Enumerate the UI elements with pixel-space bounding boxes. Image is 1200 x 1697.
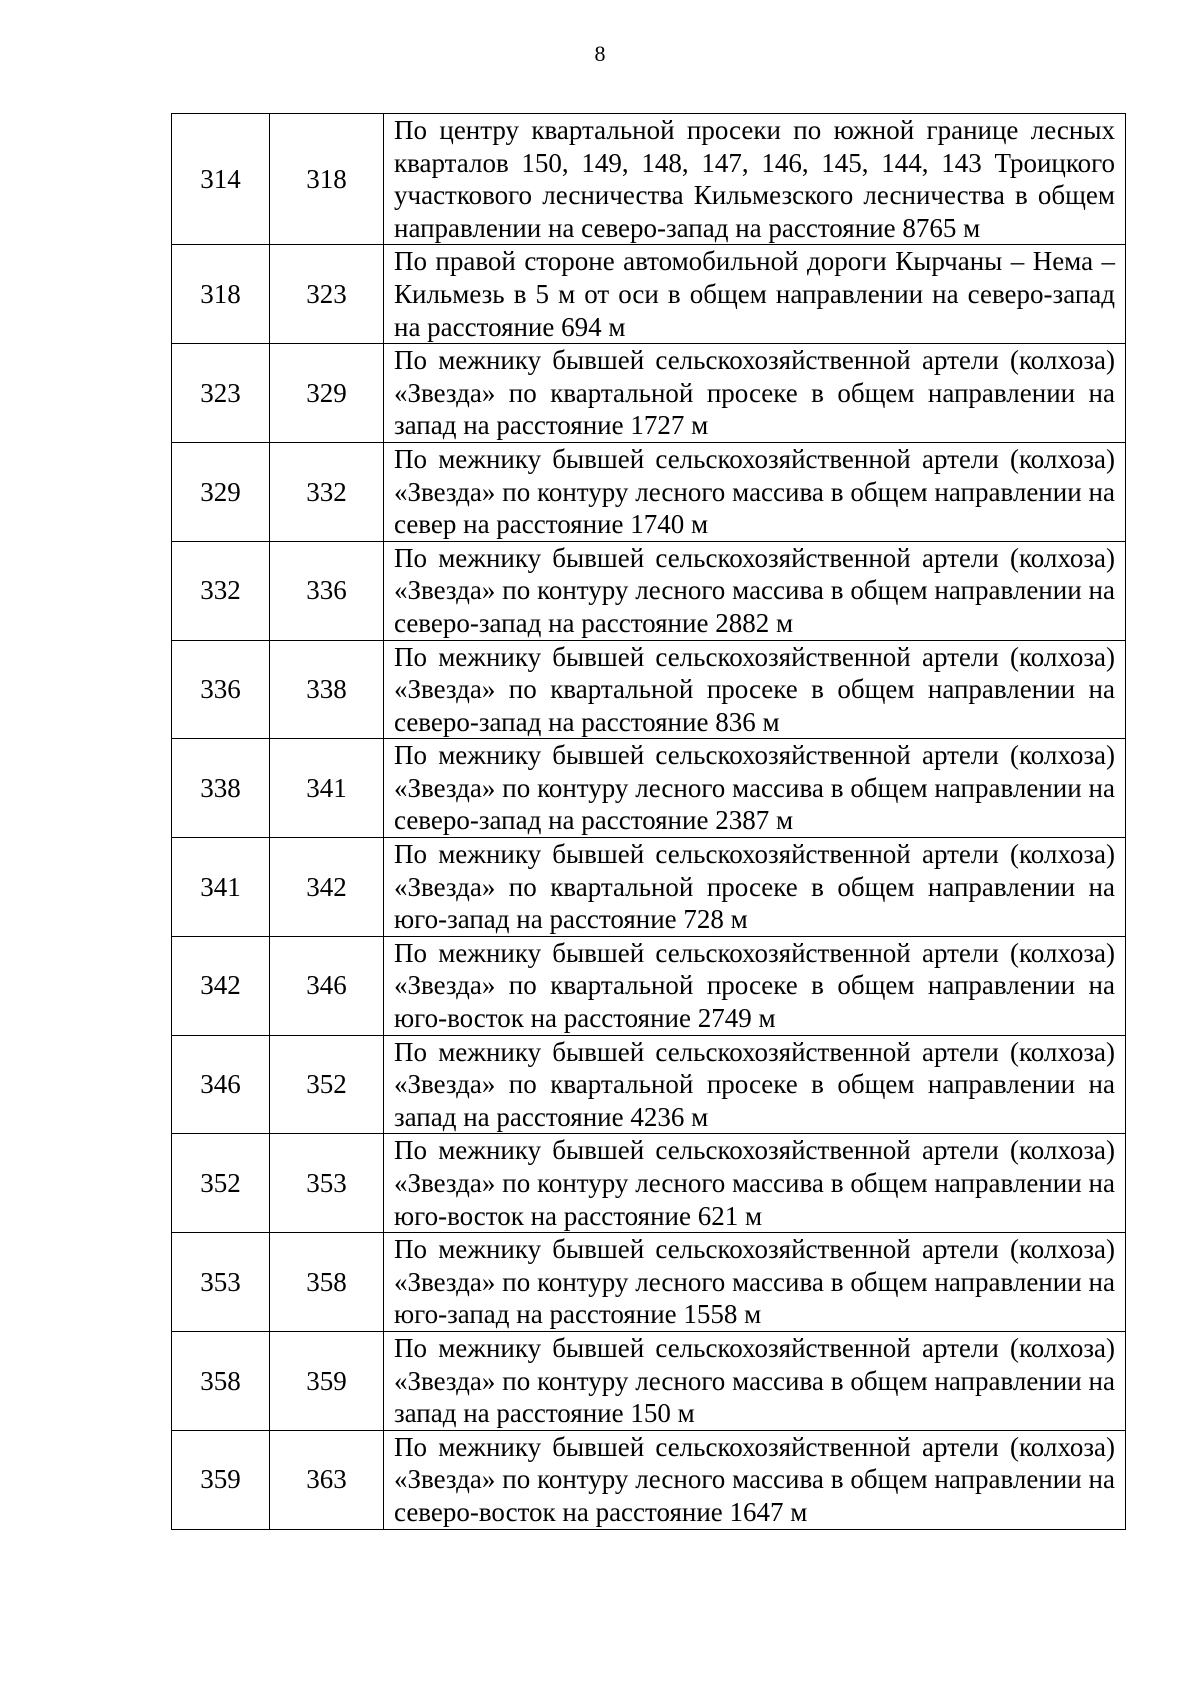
point-to-cell: 352 bbox=[270, 1035, 384, 1134]
table-row bbox=[172, 541, 1126, 640]
point-to-cell: 346 bbox=[270, 936, 384, 1035]
point-from-cell: 323 bbox=[172, 344, 270, 443]
table-body bbox=[172, 114, 1126, 1530]
boundary-description-cell: По межнику бывшей сельскохозяйственной артели (колхоза) «Звезда» по квартальной просеке в общем направлении на северо-запад на расстояние 836 м bbox=[384, 640, 1126, 739]
point-from-cell: 359 bbox=[172, 1430, 270, 1529]
point-to-cell: 329 bbox=[270, 344, 384, 443]
boundary-description-cell: По межнику бывшей сельскохозяйственной артели (колхоза) «Звезда» по контуру лесного массива в общем направлении на северо-запад на расстояние 2387 м bbox=[384, 739, 1126, 838]
boundary-description-cell: По межнику бывшей сельскохозяйственной артели (колхоза) «Звезда» по квартальной просеке в общем направлении на запад на расстояние 4236 м bbox=[384, 1035, 1126, 1134]
point-from-cell: 346 bbox=[172, 1035, 270, 1134]
table-row bbox=[172, 442, 1126, 541]
point-from-cell: 318 bbox=[172, 245, 270, 344]
boundary-description-cell: По межнику бывшей сельскохозяйственной артели (колхоза) «Звезда» по контуру лесного массива в общем направлении на северо-запад на расстояние 2882 м bbox=[384, 541, 1126, 640]
table-row bbox=[172, 936, 1126, 1035]
boundary-description-cell: По межнику бывшей сельскохозяйственной артели (колхоза) «Звезда» по квартальной просеке в общем направлении на запад на расстояние 1727 м bbox=[384, 344, 1126, 443]
point-to-cell: 358 bbox=[270, 1233, 384, 1332]
table-row bbox=[172, 739, 1126, 838]
point-from-cell: 332 bbox=[172, 541, 270, 640]
point-from-cell: 329 bbox=[172, 442, 270, 541]
point-from-cell: 352 bbox=[172, 1134, 270, 1233]
boundary-description-cell: По межнику бывшей сельскохозяйственной артели (колхоза) «Звезда» по квартальной просеке в общем направлении на юго-восток на расстояние 2749 м bbox=[384, 936, 1126, 1035]
point-from-cell: 341 bbox=[172, 838, 270, 937]
point-to-cell: 318 bbox=[270, 114, 384, 245]
point-to-cell: 336 bbox=[270, 541, 384, 640]
table-row bbox=[172, 640, 1126, 739]
table-row bbox=[172, 1331, 1126, 1430]
boundary-description-cell: По межнику бывшей сельскохозяйственной артели (колхоза) «Звезда» по контуру лесного массива в общем направлении на юго-запад на расстояние 1558 м bbox=[384, 1233, 1126, 1332]
page-number: 8 bbox=[594, 41, 606, 66]
point-to-cell: 353 bbox=[270, 1134, 384, 1233]
point-to-cell: 363 bbox=[270, 1430, 384, 1529]
table-row bbox=[172, 1134, 1126, 1233]
table-row bbox=[172, 1233, 1126, 1332]
table-row bbox=[172, 838, 1126, 937]
point-from-cell: 314 bbox=[172, 114, 270, 245]
point-to-cell: 323 bbox=[270, 245, 384, 344]
point-to-cell: 359 bbox=[270, 1331, 384, 1430]
point-from-cell: 342 bbox=[172, 936, 270, 1035]
boundary-description-table bbox=[171, 113, 1126, 1530]
boundary-description-cell: По межнику бывшей сельскохозяйственной артели (колхоза) «Звезда» по контуру лесного массива в общем направлении на север на расстояние 1740 м bbox=[384, 442, 1126, 541]
point-from-cell: 353 bbox=[172, 1233, 270, 1332]
table-row bbox=[172, 245, 1126, 344]
point-from-cell: 338 bbox=[172, 739, 270, 838]
point-to-cell: 338 bbox=[270, 640, 384, 739]
table-row bbox=[172, 1035, 1126, 1134]
table-row bbox=[172, 114, 1126, 245]
boundary-description-cell: По межнику бывшей сельскохозяйственной артели (колхоза) «Звезда» по квартальной просеке в общем направлении на юго-запад на расстояние 728 м bbox=[384, 838, 1126, 937]
point-from-cell: 358 bbox=[172, 1331, 270, 1430]
point-to-cell: 332 bbox=[270, 442, 384, 541]
point-to-cell: 342 bbox=[270, 838, 384, 937]
point-from-cell: 336 bbox=[172, 640, 270, 739]
boundary-description-cell: По центру квартальной просеки по южной границе лесных кварталов 150, 149, 148, 147, 146, 145, 144, 143 Троицкого участкового лесничества Кильмезского лесничества в общем направлении на северо-запад на расстояние 8765 м bbox=[384, 114, 1126, 245]
point-to-cell: 341 bbox=[270, 739, 384, 838]
boundary-description-cell: По межнику бывшей сельскохозяйственной артели (колхоза) «Звезда» по контуру лесного массива в общем направлении на запад на расстояние 150 м bbox=[384, 1331, 1126, 1430]
boundary-description-cell: По правой стороне автомобильной дороги Кырчаны – Нема – Кильмезь в 5 м от оси в общем направлении на северо-запад на расстояние 694 м bbox=[384, 245, 1126, 344]
table-row bbox=[172, 1430, 1126, 1529]
boundary-description-cell: По межнику бывшей сельскохозяйственной артели (колхоза) «Звезда» по контуру лесного массива в общем направлении на юго-восток на расстояние 621 м bbox=[384, 1134, 1126, 1233]
table-row bbox=[172, 344, 1126, 443]
boundary-description-cell: По межнику бывшей сельскохозяйственной артели (колхоза) «Звезда» по контуру лесного массива в общем направлении на северо-восток на расстояние 1647 м bbox=[384, 1430, 1126, 1529]
